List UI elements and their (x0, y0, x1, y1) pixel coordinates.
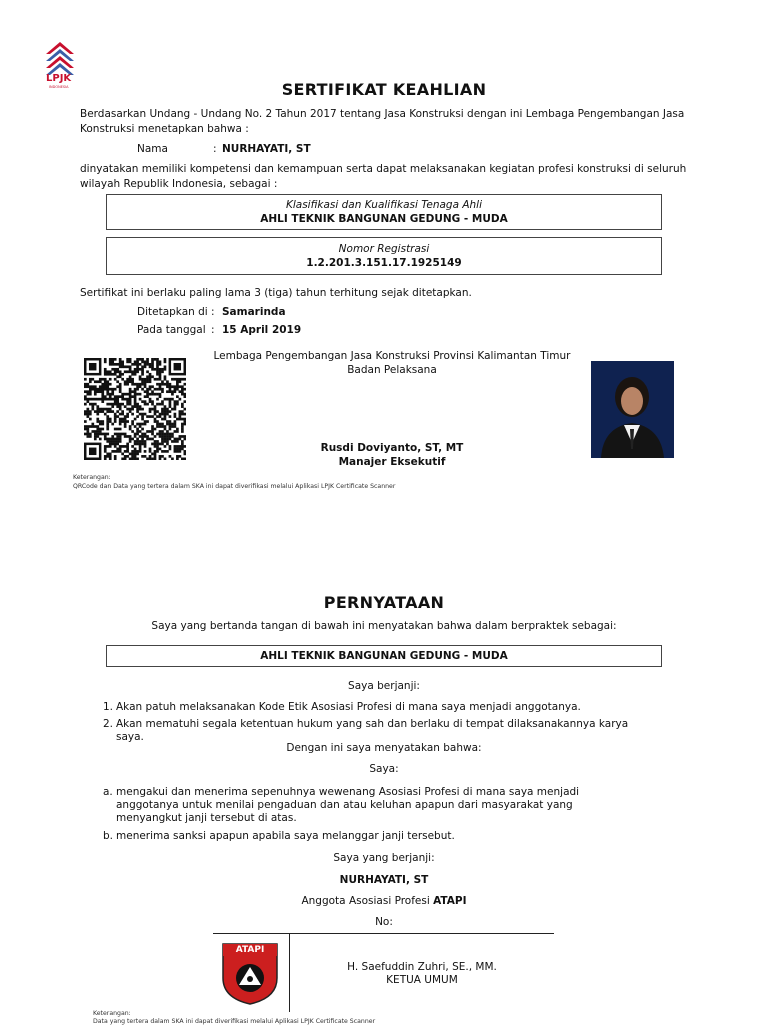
date-colon: : (211, 324, 215, 336)
saya-label: Saya: (369, 763, 399, 775)
promise-marker-1: 1. (103, 701, 114, 713)
signature-block (213, 933, 554, 1012)
promise-text-2: Akan mematuhi segala ketentuan hukum yang sah dan berlaku di tempat dilaksanakannya karya saya. (116, 718, 629, 743)
date-value: 15 April 2019 (222, 324, 302, 336)
lpjk-logo-subtext: INDONESIA (49, 85, 69, 89)
qr-code-icon (84, 358, 186, 460)
certificate-title: SERTIFIKAT KEAHLIAN (281, 80, 487, 99)
pernyataan-note-label: Keterangan: (93, 1010, 131, 1017)
practice-value: AHLI TEKNIK BANGUNAN GEDUNG - MUDA (260, 650, 508, 662)
signer-title: Manajer Eksekutif (338, 456, 446, 468)
intro-line-1: Berdasarkan Undang - Undang No. 2 Tahun 2017 tentang Jasa Konstruksi dengan ini Lembaga Pengembangan Jasa (80, 108, 685, 120)
validity-text: Sertifikat ini berlaku paling lama 3 (tiga) tahun terhitung sejak ditetapkan. (80, 287, 472, 299)
lpjk-logo-icon (40, 40, 80, 76)
declaration-text-a: mengakui dan menerima sepenuhnya wewenang Asosiasi Profesi di mana saya menjadi anggotanya untuk menilai pengaduan dan atau keluhan apapun dari masyarakat yang menyangkut janji tersebut di atas. (116, 786, 580, 824)
signature-header: Saya yang berjanji: (333, 852, 435, 864)
issuer-line-2: Badan Pelaksana (347, 364, 437, 376)
cert-note-label: Keterangan: (73, 474, 111, 481)
member-name: NURHAYATI, ST (339, 874, 429, 886)
place-label: Ditetapkan di (137, 306, 208, 318)
atapi-badge-text: ATAPI (235, 945, 265, 955)
place-colon: : (211, 306, 215, 318)
holder-photo (591, 361, 674, 458)
cert-note-text: QRCode dan Data yang tertera dalam SKA ini dapat diverifikasi melalui Aplikasi LPJK Certificate Scanner (73, 483, 396, 490)
declaration-marker-b: b. (103, 830, 114, 842)
chair-title: KETUA UMUM (386, 974, 458, 986)
classification-box (106, 194, 662, 230)
classification-value: AHLI TEKNIK BANGUNAN GEDUNG - MUDA (260, 213, 508, 225)
promise-text-1: Akan patuh melaksanakan Kode Etik Asosiasi Profesi di mana saya menjadi anggotanya. (116, 701, 581, 713)
signer-name: Rusdi Doviyanto, ST, MT (320, 442, 464, 454)
member-line (0, 895, 768, 907)
pernyataan-note-text: Data yang tertera dalam SKA ini dapat diverifikasi melalui Aplikasi LPJK Certificate Scanner (93, 1018, 376, 1025)
declaration-text-b: menerima sanksi apapun apabila saya melanggar janji tersebut. (116, 830, 455, 842)
registration-label: Nomor Registrasi (338, 243, 430, 255)
name-colon: : (213, 143, 217, 155)
divider-line (289, 934, 290, 1012)
statement-line-2: wilayah Republik Indonesia, sebagai : (80, 178, 278, 190)
lpjk-logo-text: LPJK (46, 73, 72, 84)
statement-line-1: dinyatakan memiliki kompetensi dan kemampuan serta dapat melaksanakan kegiatan profesi konstruksi di seluruh (80, 163, 687, 175)
promise-marker-2: 2. (103, 718, 114, 730)
chair-name: H. Saefuddin Zuhri, SE., MM. (347, 961, 497, 973)
practice-box (106, 645, 662, 667)
portrait-icon (591, 361, 674, 458)
issuer-line-1: Lembaga Pengembangan Jasa Konstruksi Provinsi Kalimantan Timur (213, 350, 571, 362)
date-label: Pada tanggal (137, 324, 206, 336)
registration-box (106, 237, 662, 275)
name-label: Nama (137, 143, 168, 155)
member-association: ATAPI (433, 895, 467, 907)
promise-header: Saya berjanji: (348, 680, 420, 692)
atapi-logo (219, 940, 281, 1006)
member-no-label: No: (375, 916, 393, 928)
declaration-marker-a: a. (103, 786, 113, 798)
qr-code (84, 358, 186, 460)
holder-name: NURHAYATI, ST (222, 143, 311, 155)
member-prefix: Anggota Asosiasi Profesi (301, 895, 430, 907)
place-value: Samarinda (222, 306, 286, 318)
registration-number: 1.2.201.3.151.17.1925149 (306, 257, 462, 269)
pernyataan-intro: Saya yang bertanda tangan di bawah ini menyatakan bahwa dalam berpraktek sebagai: (151, 620, 617, 632)
intro-line-2: Konstruksi menetapkan bahwa : (80, 123, 249, 135)
pernyataan-title: PERNYATAAN (323, 593, 445, 612)
classification-label: Klasifikasi dan Kualifikasi Tenaga Ahli (285, 199, 483, 211)
declare-header: Dengan ini saya menyatakan bahwa: (286, 742, 482, 754)
